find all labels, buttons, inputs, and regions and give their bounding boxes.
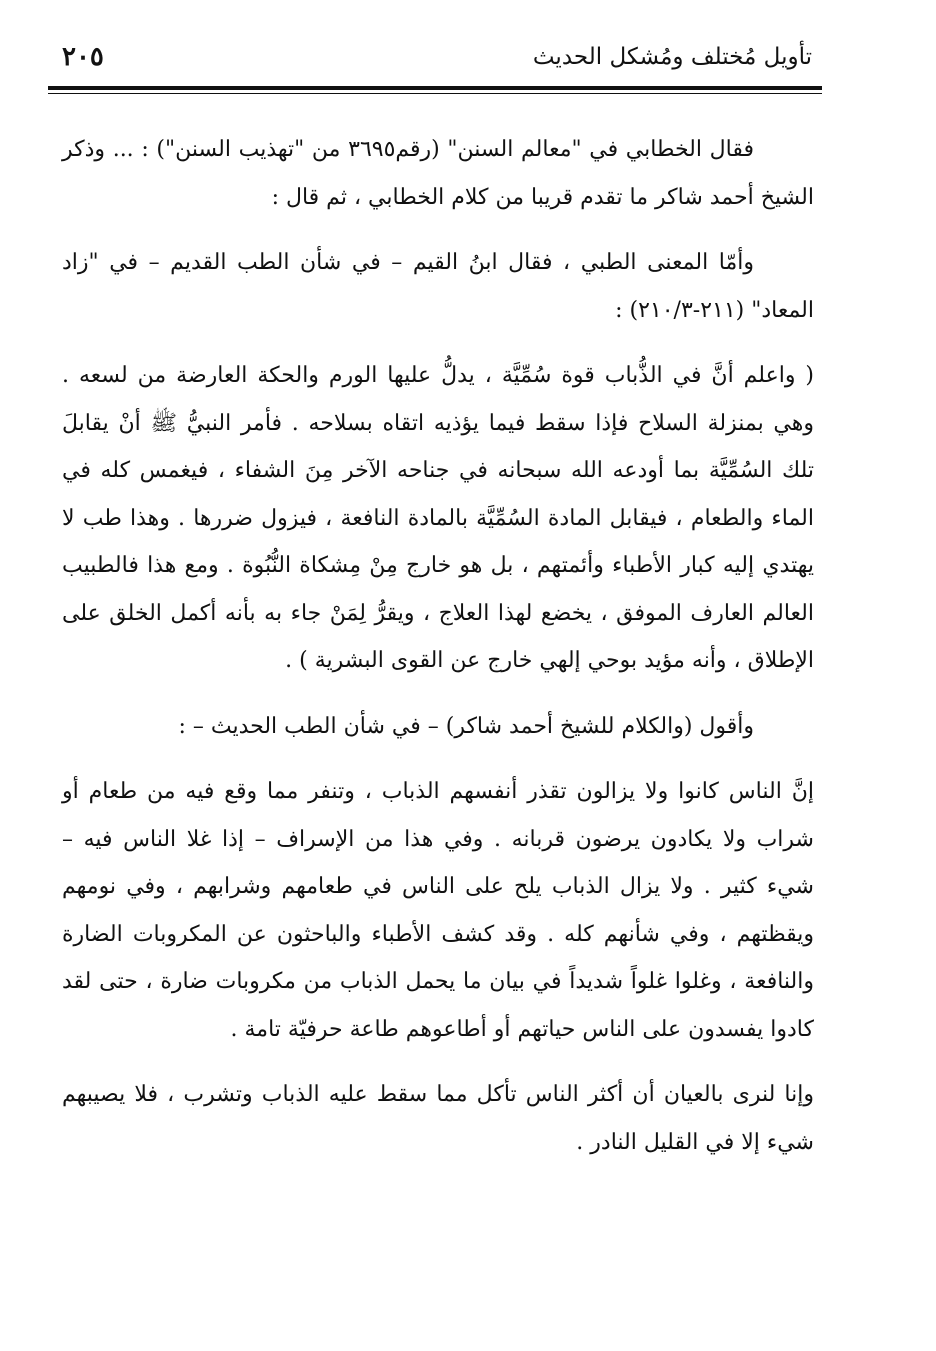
running-title: تأويل مُختلف ومُشكل الحديث	[532, 44, 812, 70]
header-rule-thin	[48, 93, 822, 94]
paragraph-khattabi: فقال الخطابي في "معالم السنن" (رقم٣٦٩٥ من "تهذيب السنن") : ... وذكر الشيخ أحمد شاكر ما تقدم قريبا من كلام الخطابي ، ثم قال :	[62, 137, 814, 210]
header-rule	[48, 86, 822, 90]
paragraph-ibn-qayyim-intro: وأمّا المعنى الطبي ، فقال ابنُ القيم – في شأن الطب القديم – في "زاد المعاد" (٢١١-٢١٠/٣) :	[62, 250, 814, 323]
paragraph-shakir-intro: وأقول (والكلام للشيخ أحمد شاكر) – في شأن الطب الحديث – :	[178, 713, 754, 739]
page-header	[50, 42, 820, 82]
page-body	[62, 126, 814, 1184]
paragraph-shakir-modern-medicine: إنَّ الناس كانوا ولا يزالون تقذر أنفسهم الذباب ، وتنفر مما وقع فيه من طعام أو شراب ولا يكادون يرضون قربانه . وفي هذا من الإسراف – إذا غلا الناس فيه – شيء كثير . ولا يزال الذباب يلح على الناس في طعامهم وشرابهم ، وفي نومهم ويقظتهم ، وفي شأنهم كله . وقد كشف الأطباء والباحثون عن المكروبات الضارة والنافعة ، وغلوا غلواً شديداً في بيان ما يحمل الذباب من مكروبات ضارة ، حتى لقد كادوا يفسدون على الناس حياتهم أو أطاعوهم طاعة حرفيّة تامة .	[62, 779, 814, 1042]
paragraph-ibn-qayyim-quote: ( واعلم أنَّ في الذُّباب قوة سُمِّيَّة ، يدلُّ عليها الورم والحكة العارضة من لسعه . وهي بمنزلة السلاح فإذا سقط فيما يؤذيه اتقاه بسلاحه . فأمر النبيُّ ﷺ أنْ يقابلَ تلك السُمِّيَّة بما أودعه الله سبحانه في جناحه الآخر مِنَ الشفاء ، فيغمس كله في الماء والطعام ، فيقابل المادة السُمِّيَّة بالمادة النافعة ، فيزول ضررها . وهذا طب لا يهتدي إليه كبار الأطباء وأئمتهم ، بل هو خارج مِنْ مِشكاة النُّبُوة . ومع هذا فالطبيب العالم العارف الموفق ، يخضع لهذا العلاج ، ويقرُّ لِمَنْ جاء به بأنه أكمل الخلق على الإطلاق ، وأنه مؤيد بوحي إلهي خارج عن القوى البشرية ) .	[62, 363, 814, 673]
paragraph-observation: وإنا لنرى بالعيان أن أكثر الناس تأكل مما سقط عليه الذباب وتشرب ، فلا يصيبهم شيء إلا في القليل النادر .	[62, 1082, 814, 1155]
page-number: ٢٠٥	[62, 42, 104, 72]
